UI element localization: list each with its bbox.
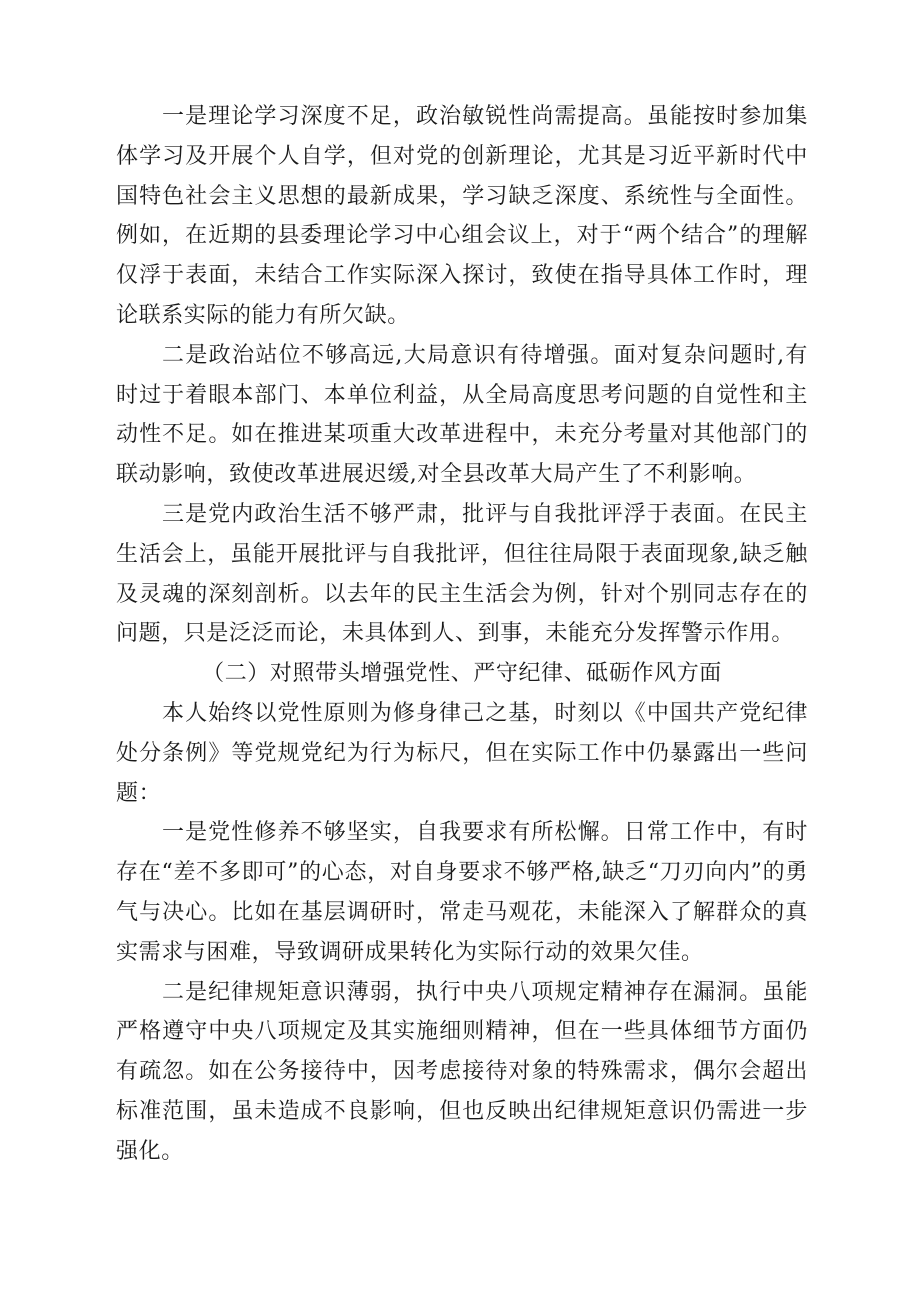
paragraph-political-stance: 二是政治站位不够高远,大局意识有待增强。面对复杂问题时,有时过于着眼本部门、本单位利益，从全局高度思考问题的自觉性和主动性不足。如在推进某项重大改革进程中，未充分考量对其他部门的联动影响，致使改革进展迟缓,对全县改革大局产生了不利影响。 [116, 342, 808, 488]
paragraph-intro: 本人始终以党性原则为修身律己之基，时刻以《中国共产党纪律处分条例》等党规党纪为行为标尺，但在实际工作中仍暴露出一些问题： [116, 700, 808, 806]
paragraph-discipline: 二是纪律规矩意识薄弱，执行中央八项规定精神存在漏洞。虽能严格遵守中央八项规定及其实施细则精神，但在一些具体细节方面仍有疏忽。如在公务接待中，因考虑接待对象的特殊需求，偶尔会超出标准范围，虽未造成不良影响，但也反映出纪律规矩意识仍需进一步强化。 [116, 979, 808, 1164]
section-heading: （二）对照带头增强党性、严守纪律、砥砺作风方面 [202, 661, 722, 687]
paragraph-party-spirit: 一是党性修养不够坚实，自我要求有所松懈。日常工作中，有时存在“差不多即可”的心态，对自身要求不够严格,缺乏“刀刃向内”的勇气与决心。比如在基层调研时，常走马观花，未能深入了解群众的真实需求与困难，导致调研成果转化为实际行动的效果欠佳。 [116, 820, 808, 965]
paragraph-party-life: 三是党内政治生活不够严肃，批评与自我批评浮于表面。在民主生活会上，虽能开展批评与自我批评，但往往局限于表面现象,缺乏触及灵魂的深刻剖析。以去年的民主生活会为例，针对个别同志存在的问题，只是泛泛而论，未具体到人、到事，未能充分发挥警示作用。 [116, 501, 808, 647]
paragraph-theory-study: 一是理论学习深度不足，政治敏锐性尚需提高。虽能按时参加集体学习及开展个人自学，但对党的创新理论，尤其是习近平新时代中国特色社会主义思想的最新成果，学习缺乏深度、系统性与全面性。例如，在近期的县委理论学习中心组会议上，对于“两个结合”的理解仅浮于表面，未结合工作实际深入探讨，致使在指导具体工作时，理论联系实际的能力有所欠缺。 [116, 104, 808, 328]
document-body [116, 97, 808, 1172]
